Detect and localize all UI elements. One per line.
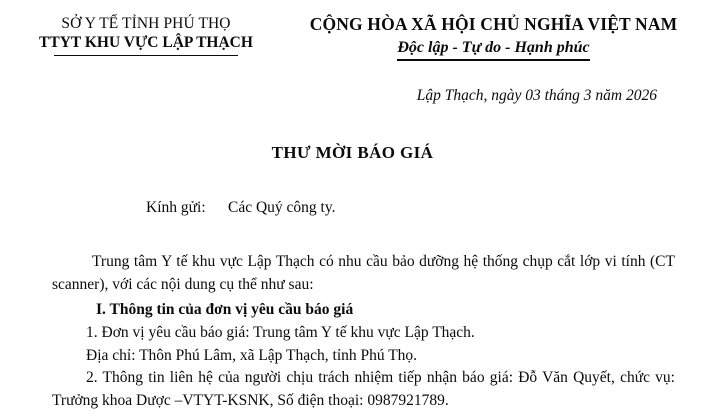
issuing-organization: [0, 14, 286, 56]
national-motto-underline: [397, 59, 589, 60]
place-and-date: Lập Thạch, ngày 03 tháng 3 năm 2026: [416, 86, 657, 104]
section-1-address: Địa chỉ: Thôn Phú Lâm, xã Lập Thạch, tỉnh Phú Thọ.: [86, 346, 418, 364]
country-name: CỘNG HÒA XÃ HỘI CHỦ NGHĨA VIỆT NAM: [309, 14, 678, 34]
national-heading: [286, 14, 719, 61]
national-motto: [397, 37, 589, 61]
intro-paragraph: Trung tâm Y tế khu vực Lập Thạch có nhu cầu bảo dưỡng hệ thống chụp cắt lớp vi tính (CT scanner), với các nội dung cụ thể như sau:: [52, 252, 675, 293]
unit-name: [39, 33, 253, 55]
department-name: SỞ Y TẾ TỈNH PHÚ THỌ: [61, 15, 231, 32]
section-1-heading: I. Thông tin của đơn vị yêu cầu báo giá: [96, 300, 354, 318]
section-1-item-1: 1. Đơn vị yêu cầu báo giá: Trung tâm Y tế khu vực Lập Thạch.: [86, 323, 475, 341]
unit-name-underline: [54, 55, 238, 56]
recipient-value: Các Quý công ty.: [228, 198, 336, 216]
document-body: [0, 251, 719, 414]
recipient-label: Kính gửi:: [146, 198, 206, 216]
recipient-line: [0, 199, 719, 217]
unit-name-text: TTYT KHU VỰC LẬP THẠCH: [39, 34, 253, 52]
document-header: [0, 0, 719, 61]
section-1-item-2: 2. Thông tin liên hệ của người chịu trách nhiệm tiếp nhận báo giá: Đỗ Văn Quyết, chức vụ: Trưởng khoa Dược –VTYT-KSNK, Số điện thoại: 0987921789.: [52, 369, 675, 410]
document-title: THƯ MỜI BÁO GIÁ: [271, 142, 434, 162]
national-motto-text: Độc lập - Tự do - Hạnh phúc: [397, 38, 590, 56]
